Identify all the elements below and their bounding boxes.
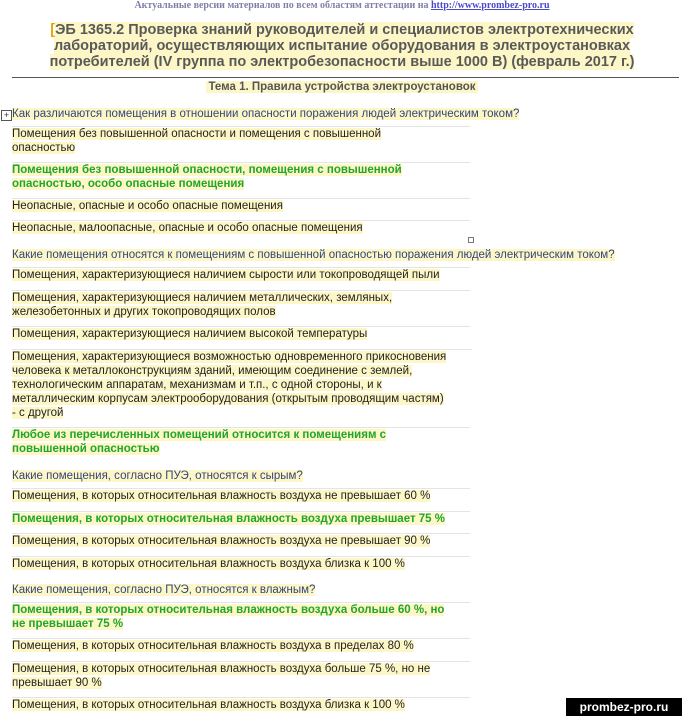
title-divider	[12, 77, 679, 78]
answer-3-2-correct: Помещения, в которых относительная влажность воздуха превышает 75 %	[12, 511, 470, 526]
answer-1-2-correct: Помещения без повышенной опасности, помещения с повышенной опасностью, особо опасные помещения	[12, 162, 470, 191]
answer-1-4: Неопасные, малоопасные, опасные и особо опасные помещения	[12, 220, 470, 235]
answer-2-4: Помещения, характеризующиеся возможностью одновременного прикосновения человека к металлоконструкциям зданий, имеющим соединение с землей, технологическим аппаратам, механизмам и т.п., с одной стороны, и к металлическим корпусам электрооборудования (открытым проводящим частям) - с другой	[12, 349, 472, 420]
table-move-handle-icon[interactable]: +	[1, 110, 12, 121]
answer-3-4: Помещения, в которых относительная влажность воздуха близка к 100 %	[12, 556, 470, 571]
title-bracket: [	[50, 22, 56, 38]
answer-1-3: Неопасные, опасные и особо опасные помещения	[12, 198, 470, 213]
table-resize-handle-icon[interactable]	[468, 237, 474, 243]
answer-3-1: Помещения, в которых относительная влажность воздуха не превышает 60 %	[12, 488, 470, 503]
title-line-1: ЭБ 1365.2 Проверка знаний руководителей и специалистов электротехнических	[55, 22, 634, 38]
question-3: Какие помещения, согласно ПУЭ, относятся к сырым?	[12, 470, 303, 482]
title-line-2: лабораторий, осуществляющих испытание оборудования в электроустановках	[53, 38, 631, 54]
answer-4-3: Помещения, в которых относительная влажность воздуха больше 75 %, но не превышает 90 %	[12, 661, 470, 690]
watermark-logo: prombez-pro.ru	[566, 698, 682, 716]
header-notice	[0, 0, 684, 11]
answer-2-2: Помещения, характеризующиеся наличием металлических, земляных, железобетонных и других токопроводящих полов	[12, 290, 470, 319]
question-4: Какие помещения, согласно ПУЭ, относятся к влажным?	[12, 584, 316, 596]
answer-1-1: Помещения без повышенной опасности и помещения с повышенной опасностью	[12, 126, 470, 155]
title-line-3: потребителей (IV группа по электробезопасности выше 1000 В) (февраль 2017 г.)	[49, 54, 635, 70]
header-link[interactable]: http://www.prombez-pro.ru	[431, 0, 550, 11]
answer-2-1: Помещения, характеризующиеся наличием сырости или токопроводящей пыли	[12, 267, 470, 282]
topic-heading: Тема 1. Правила устройства электроустановок	[208, 81, 476, 93]
document-title	[20, 22, 664, 70]
answer-4-1-correct: Помещения, в которых относительная влажность воздуха больше 60 %, но не превышает 75 %	[12, 602, 470, 631]
answer-2-3: Помещения, характеризующиеся наличием высокой температуры	[12, 326, 470, 341]
answer-4-2: Помещения, в которых относительная влажность воздуха в пределах 80 %	[12, 638, 470, 653]
question-2: Какие помещения относятся к помещениям с повышенной опасностью поражения людей электрическим током?	[12, 249, 615, 261]
header-prefix: Актуальные версии материалов по всем областям аттестации на	[134, 0, 431, 11]
answer-4-4: Помещения, в которых относительная влажность воздуха близка к 100 %	[12, 697, 470, 712]
question-1: Как различаются помещения в отношении опасности поражения людей электрическим током?	[12, 108, 520, 120]
answer-3-3: Помещения, в которых относительная влажность воздуха не превышает 90 %	[12, 533, 470, 548]
answer-2-5-correct: Любое из перечисленных помещений относится к помещениям с повышенной опасностью	[12, 427, 470, 456]
